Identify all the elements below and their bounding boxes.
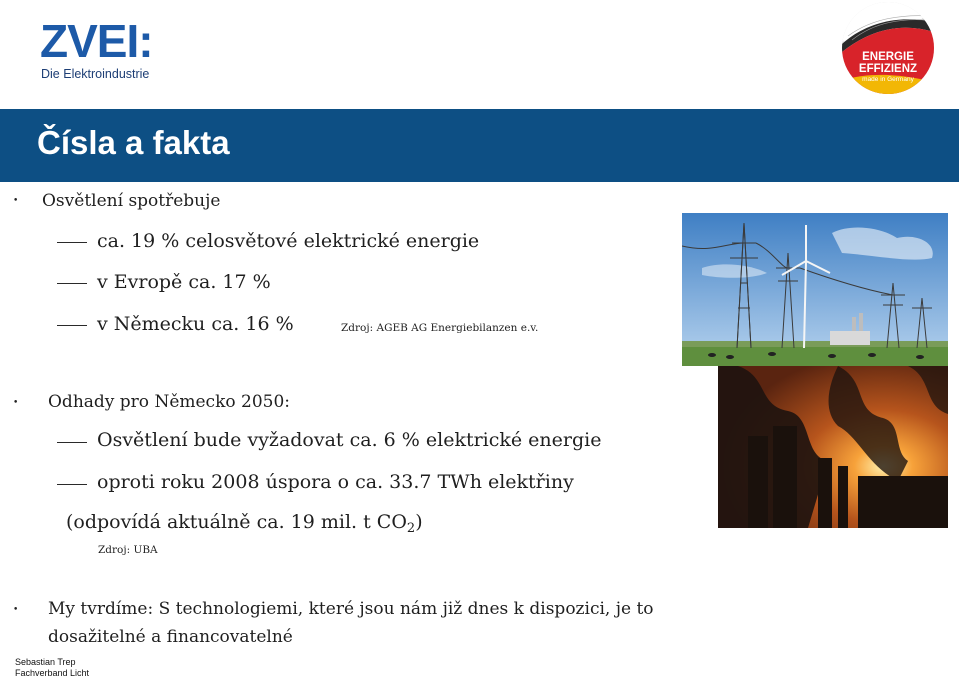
section2-heading: Odhady pro Německo 2050: xyxy=(48,392,291,412)
section2-item: Osvětlení bude vyžadovat ca. 6 % elektrické energie xyxy=(97,429,602,451)
footer-author: Sebastian Trep xyxy=(15,657,76,667)
badge-text-made-in: made in Germany xyxy=(862,76,914,83)
dash-icon xyxy=(57,442,87,443)
title-bar xyxy=(0,109,959,182)
badge-text-effizienz: EFFIZIENZ xyxy=(858,63,918,75)
co2-note xyxy=(66,510,423,537)
co2-note-end: ) xyxy=(415,511,423,533)
co2-subscript: 2 xyxy=(406,521,416,536)
bullet-icon: • xyxy=(13,605,19,615)
claim-line-1: My tvrdíme: S technologiemi, které jsou nám již dnes k dispozici, je to xyxy=(48,599,654,619)
source-note: Zdroj: AGEB AG Energiebilanzen e.v. xyxy=(341,322,539,334)
co2-note-text: (odpovídá aktuálně ca. 19 mil. t CO xyxy=(66,511,407,533)
logo-wordmark: ZVEI: xyxy=(40,15,153,67)
zvei-logo xyxy=(40,15,170,82)
bullet-icon: • xyxy=(13,398,19,408)
footer-organization: Fachverband Licht xyxy=(15,668,90,678)
claim-line-2: dosažitelné a financovatelné xyxy=(48,627,293,647)
section2-item: oproti roku 2008 úspora o ca. 33.7 TWh elektřiny xyxy=(97,471,574,493)
logo-subtitle: Die Elektroindustrie xyxy=(41,67,150,81)
badge-text-energie: ENERGIE xyxy=(862,51,914,63)
section1-item: v Evropě ca. 17 % xyxy=(97,271,271,293)
dash-icon xyxy=(57,325,87,326)
energy-efficiency-badge xyxy=(842,2,934,94)
page-title: Čísla a fakta xyxy=(37,124,230,161)
source-note: Zdroj: UBA xyxy=(98,544,158,556)
dash-icon xyxy=(57,484,87,485)
power-pylons-wind-turbine-photo xyxy=(682,213,948,366)
dash-icon xyxy=(57,242,87,243)
section1-heading: Osvětlení spotřebuje xyxy=(42,191,221,211)
section1-item: ca. 19 % celosvětové elektrické energie xyxy=(97,230,480,252)
dash-icon xyxy=(57,283,87,284)
section1-item: v Německu ca. 16 % xyxy=(97,313,294,335)
smoking-chimneys-sunset-photo xyxy=(718,366,948,528)
bullet-icon: • xyxy=(13,196,19,206)
